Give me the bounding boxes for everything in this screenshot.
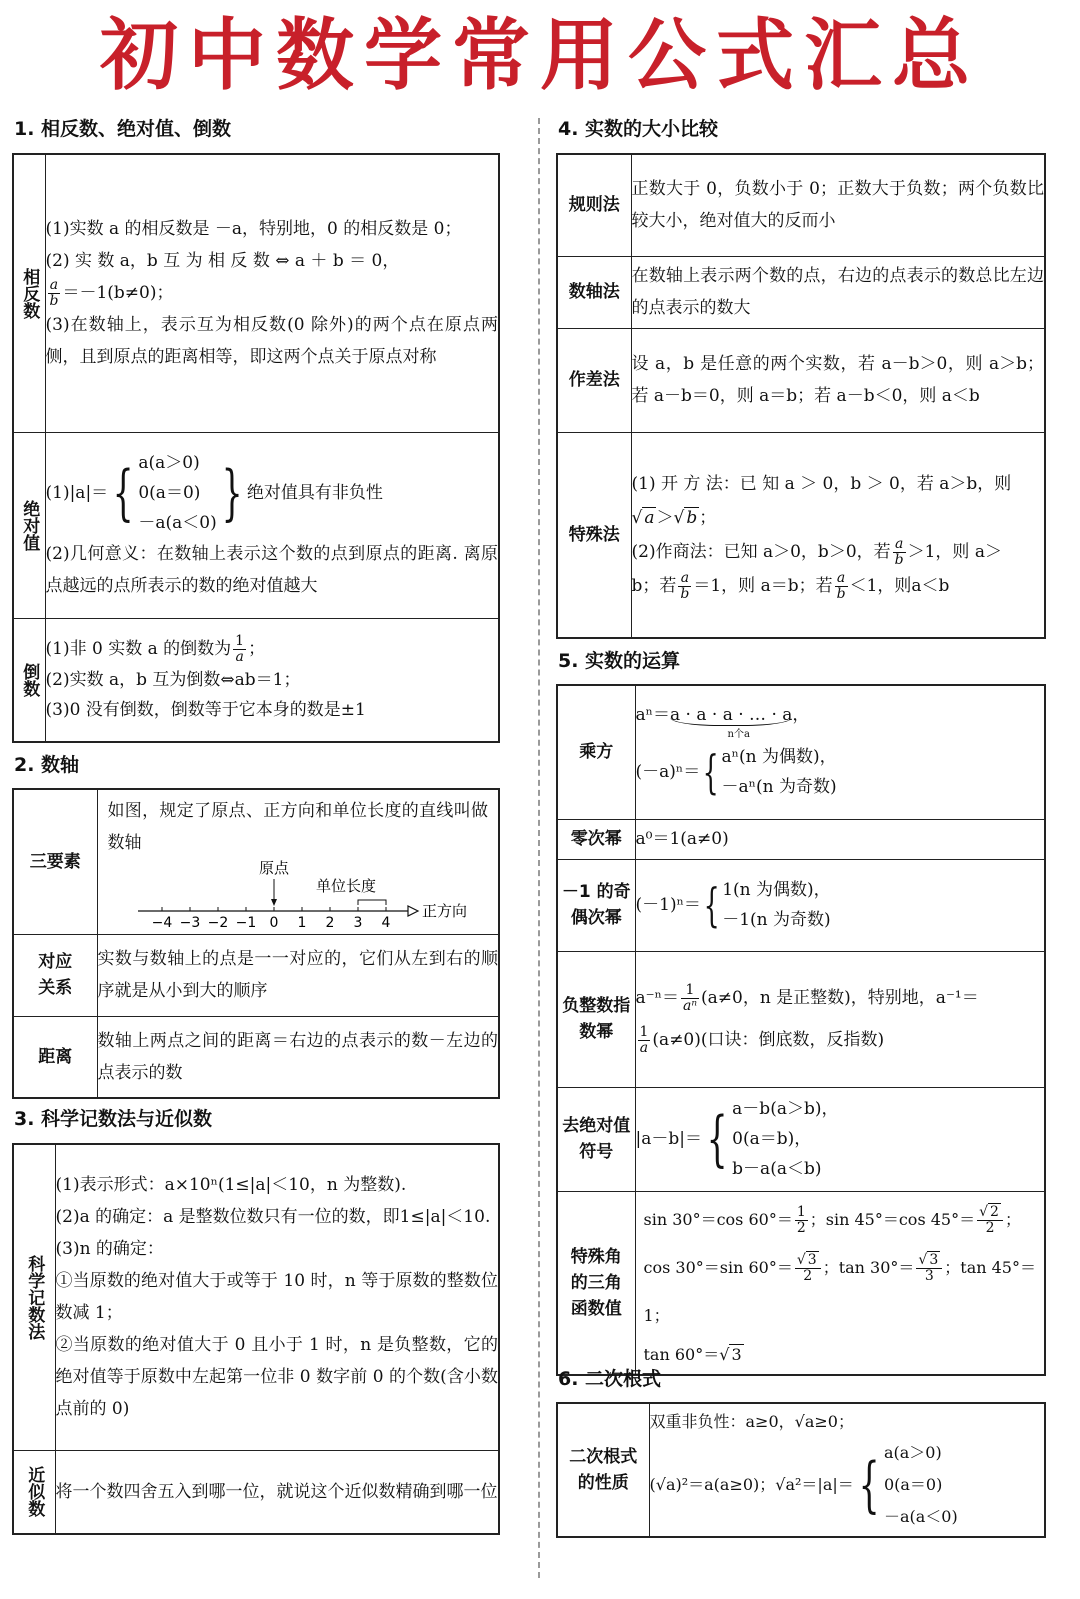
- distance-label: 距离: [13, 1016, 97, 1098]
- left-brace-icon: {: [112, 458, 134, 528]
- opposite-line-4: (3)在数轴上，表示互为相反数(0 除外)的两个点在原点两侧，且到原点的距离相等，即这两个点关于原点对称: [45, 315, 498, 368]
- correspondence-label: 对应关系: [13, 934, 97, 1016]
- three-elements-row: [13, 789, 499, 934]
- right-brace-icon: }: [221, 458, 243, 528]
- axis-tick-label: 4: [381, 914, 390, 929]
- number-line-diagram: [108, 859, 488, 929]
- absolute-line-2: (2)几何意义：在数轴上表示这个数的点到原点的距离. 离原点越远的点所表示的数的绝对值越大: [45, 544, 498, 596]
- neg-exponent-label: 负整数指数幂: [557, 951, 635, 1087]
- fraction-a-over-b: $\frac{a}{b}$: [49, 277, 59, 310]
- radical-line-2: (√a)²＝a(a≥0)；√a²＝|a|＝ { a(a＞0) 0(a＝0) －a(a＜0): [649, 1443, 958, 1526]
- section-3-table: [12, 1143, 500, 1535]
- scientific-line-4: ①当原数的绝对值大于或等于 10 时，n 等于原数的整数位数减 1；: [55, 1271, 498, 1324]
- neg-one-label: －1 的奇偶次幂: [557, 859, 635, 951]
- left-brace-icon: {: [706, 1104, 728, 1174]
- scientific-row: [13, 1144, 499, 1450]
- rule-text: 正数大于 0，负数小于 0；正数大于负数；两个负数比较大小，绝对值大的反而小: [631, 154, 1045, 256]
- power-line-2: (－a)ⁿ＝ { aⁿ(n 为偶数)， －aⁿ(n 为奇数): [635, 745, 837, 800]
- special-label: 特殊法: [557, 432, 631, 638]
- trig-line-3: tan 60°＝√ 3: [643, 1344, 742, 1364]
- special-line-2: √ a ＞√ b ；: [631, 507, 717, 528]
- reciprocal-label: 倒数: [13, 618, 45, 742]
- opposite-line-2: (2) 实 数 a，b 互 为 相 反 数 ⇔ a ＋ b ＝ 0，: [45, 251, 400, 272]
- axis-tick-label: −2: [207, 914, 228, 929]
- trig-label: 特殊角的三角函数值: [557, 1191, 635, 1375]
- zero-power-text: a⁰＝1(a≠0): [635, 819, 1045, 859]
- axis-method-row: [557, 256, 1045, 328]
- section-1-table: [12, 153, 500, 743]
- section-2-heading: 2. 数轴: [14, 754, 80, 776]
- opposite-row: [13, 154, 499, 432]
- difference-row: [557, 328, 1045, 432]
- trig-row: [557, 1191, 1045, 1375]
- left-brace-icon: {: [703, 878, 720, 932]
- origin-arrow-icon: [271, 899, 277, 906]
- abs-removal-row: [557, 1087, 1045, 1191]
- axis-tick-label: 0: [269, 914, 278, 929]
- section-4-heading: 4. 实数的大小比较: [558, 118, 719, 140]
- opposite-label: 相反数: [13, 154, 45, 432]
- absolute-row: [13, 432, 499, 618]
- section-5-table: [556, 684, 1046, 1376]
- arrow-icon: [408, 906, 418, 916]
- section-1-heading: 1. 相反数、绝对值、倒数: [14, 118, 232, 140]
- column-divider: [538, 118, 540, 1578]
- unit-length-label: 单位长度: [315, 876, 376, 895]
- opposite-line-3: $\frac{a}{b}$ ＝－1(b≠0)；: [49, 277, 174, 310]
- axis-tick-label: −4: [151, 914, 172, 929]
- section-6-heading: 6. 二次根式: [558, 1368, 662, 1390]
- neg-exponent-line-2: $\frac{1}{a}$ (a≠0)(口诀：倒底数，反指数): [639, 1024, 885, 1056]
- absolute-label: 绝对值: [13, 432, 45, 618]
- axis-tick-label: 3: [353, 914, 362, 929]
- difference-text: 设 a，b 是任意的两个实数，若 a－b＞0，则 a＞b；若 a－b＝0，则 a＝b；若 a－b＜0，则 a＜b: [631, 328, 1045, 432]
- three-elements-text: 如图，规定了原点、正方向和单位长度的直线叫做数轴: [107, 800, 488, 853]
- trig-line-1: sin 30°＝cos 60°＝ $\frac{1}{2}$ ；sin 45°＝cos 45°＝ $\frac{√ 2}{2}$ ；: [643, 1203, 1021, 1236]
- page-title: 初中数学常用公式汇总: [99, 11, 980, 101]
- rule-row: [557, 154, 1045, 256]
- neg-one-formula: (－1)ⁿ＝ { 1(n 为偶数)， －1(n 为奇数): [635, 878, 831, 932]
- reciprocal-row: [13, 618, 499, 742]
- rule-label: 规则法: [557, 154, 631, 256]
- distance-row: [13, 1016, 499, 1098]
- section-6-table: [556, 1402, 1046, 1538]
- axis-method-text: 在数轴上表示两个数的点，右边的点表示的数总比左边的点表示的数大: [631, 256, 1045, 328]
- special-line-1: (1) 开 方 法：已 知 a ＞ 0，b ＞ 0，若 a＞b，则: [631, 473, 1012, 494]
- power-underbrace-label: n个a: [727, 729, 750, 741]
- axis-tick-label: 2: [325, 914, 334, 929]
- zero-power-row: [557, 819, 1045, 859]
- difference-label: 作差法: [557, 328, 631, 432]
- axis-tick-label: −1: [235, 914, 256, 929]
- radical-row: [557, 1403, 1045, 1537]
- reciprocal-line-2: (2)实数 a，b 互为倒数⇔ab＝1；: [45, 670, 301, 691]
- axis-ticks: [151, 907, 390, 929]
- zero-power-label: 零次幂: [557, 819, 635, 859]
- left-brace-icon: {: [702, 745, 719, 800]
- special-line-3: (2)作商法：已知 a＞0，b＞0，若 $\frac{a}{b}$ ＞1，则 a＞: [631, 535, 1002, 568]
- power-label: 乘方: [557, 685, 635, 819]
- radical-line-1: 双重非负性：a≥0，√a≥0；: [649, 1412, 854, 1431]
- absolute-line-1: (1)|a|＝ { a(a＞0) 0(a＝0) －a(a＜0) } 绝对值具有非负性: [45, 453, 383, 533]
- distance-text: 数轴上两点之间的距离＝右边的点表示的数－左边的点表示的数: [97, 1016, 499, 1098]
- abs-removal-label: 去绝对值符号: [557, 1087, 635, 1191]
- correspondence-text: 实数与数轴上的点是一一对应的，它们从左到右的顺序就是从小到大的顺序: [97, 934, 499, 1016]
- origin-label: 原点: [258, 858, 289, 877]
- correspondence-row: [13, 934, 499, 1016]
- neg-one-row: [557, 859, 1045, 951]
- section-2-table: [12, 788, 500, 1099]
- approx-row: [13, 1450, 499, 1534]
- section-3-heading: 3. 科学记数法与近似数: [14, 1108, 213, 1130]
- axis-tick-label: 1: [297, 914, 306, 929]
- power-line-1: aⁿ＝a · a · a · … · a，: [635, 705, 810, 726]
- three-elements-label: 三要素: [13, 789, 97, 934]
- scientific-line-1: (1)表示形式：a×10ⁿ(1≤|a|＜10，n 为整数).: [55, 1175, 407, 1196]
- special-row: [557, 432, 1045, 638]
- approx-label: 近似数: [13, 1450, 55, 1534]
- left-brace-icon: {: [858, 1450, 880, 1520]
- power-row: [557, 685, 1045, 819]
- scientific-line-5: ②当原数的绝对值大于 0 且小于 1 时，n 是负整数，它的绝对值等于原数中左起第一位非 0 数字前 0 的个数(含小数点前的 0): [55, 1335, 498, 1420]
- direction-label: 正方向: [421, 901, 467, 920]
- axis-method-label: 数轴法: [557, 256, 631, 328]
- special-line-4: b；若 $\frac{a}{b}$ ＝1，则 a＝b；若 $\frac{a}{b}$ ＜1，则a＜b: [631, 569, 950, 602]
- neg-exponent-line-1: a⁻ⁿ＝ $\frac{1}{\text{aⁿ}}$ (a≠0，n 是正整数)，特别地，a⁻¹＝: [635, 982, 979, 1014]
- scientific-line-3: (3)n 的确定：: [55, 1239, 164, 1260]
- axis-tick-label: −3: [179, 914, 200, 929]
- abs-removal-formula: |a－b|＝ { a－b(a＞b)， 0(a＝b)， b－a(a＜b): [635, 1099, 839, 1179]
- trig-line-2: cos 30°＝sin 60°＝ $\frac{√ 3}{2}$ ；tan 30°＝ $\frac{√ 3}{3}$ ；tan 45°＝1；: [643, 1251, 1036, 1325]
- approx-text: 将一个数四舍五入到哪一位，就说这个近似数精确到哪一位: [55, 1450, 499, 1534]
- unit-bracket: [358, 900, 386, 905]
- radical-label: 二次根式的性质: [557, 1403, 649, 1537]
- opposite-line-1: (1)实数 a 的相反数是 －a，特别地，0 的相反数是 0；: [45, 219, 462, 240]
- scientific-line-2: (2)a 的确定：a 是整数位数只有一位的数，即1≤|a|＜10.: [55, 1207, 491, 1228]
- section-4-table: [556, 153, 1046, 639]
- reciprocal-line-3: (3)0 没有倒数，倒数等于它本身的数是±1: [45, 700, 366, 721]
- reciprocal-line-1: (1)非 0 实数 a 的倒数为 $\frac{1}{a}$ ；: [45, 633, 266, 666]
- neg-exponent-row: [557, 951, 1045, 1087]
- section-5-heading: 5. 实数的运算: [558, 650, 681, 672]
- scientific-label: 科学记数法: [13, 1144, 55, 1450]
